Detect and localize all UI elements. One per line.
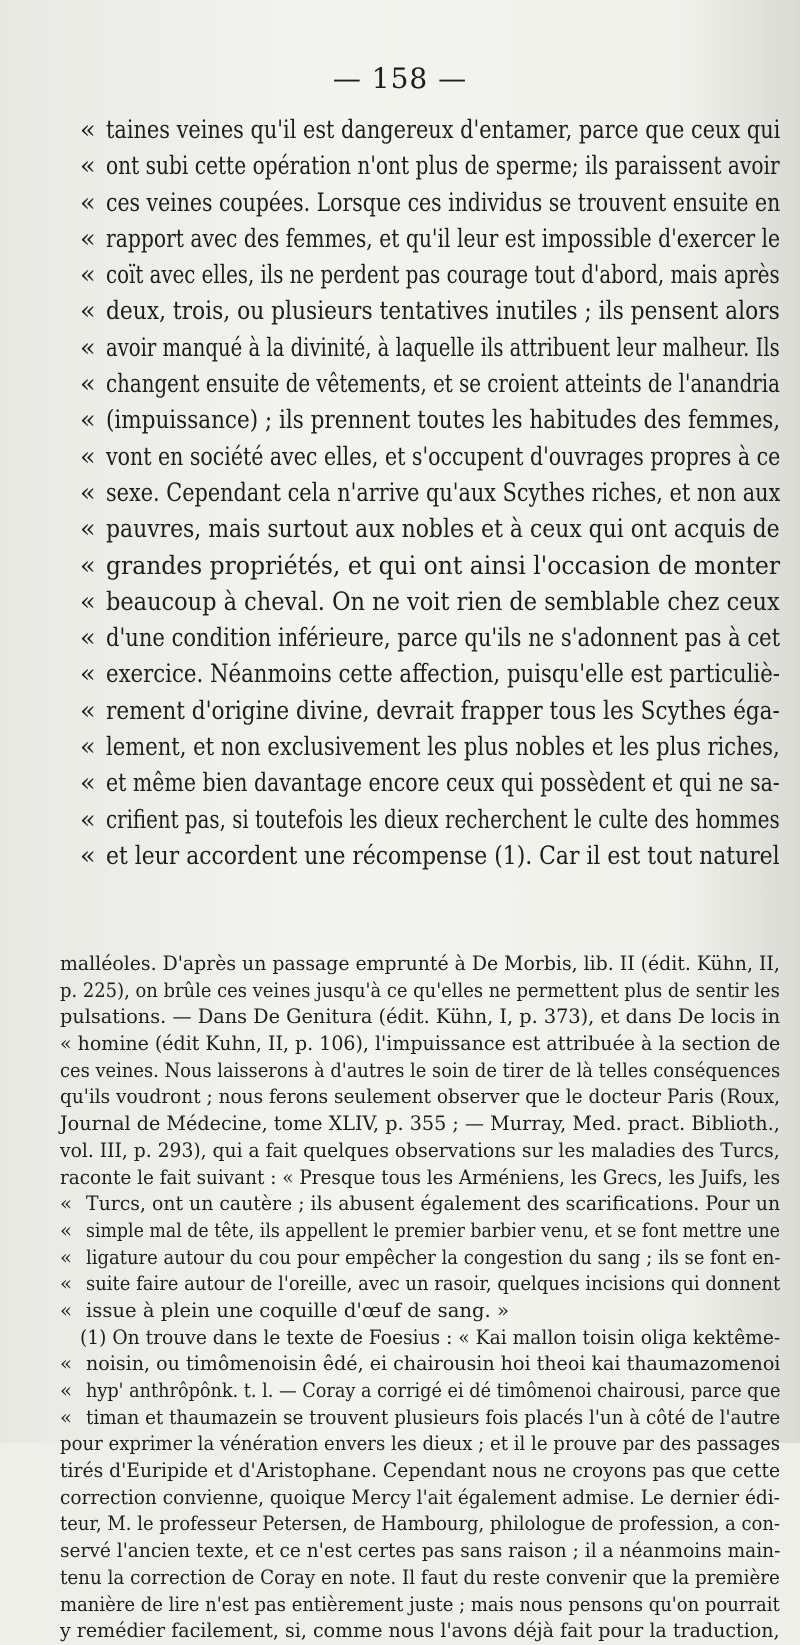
footnote-line-content: teur, M. le professeur Petersen, de Hambourg, philologue de profession, a con- (60, 1512, 780, 1536)
footnote-line (60, 1511, 780, 1538)
footnote-line-content: Turcs, ont un cautère ; ils abusent également des scarifications. Pour un (86, 1192, 781, 1216)
quote-mark: « (80, 187, 96, 218)
footnote-line (60, 1111, 780, 1138)
text-line (80, 475, 780, 511)
footnote-line-content: hyp' anthrôpônk. t. l. — Coray a corrigé ei dé timômenoi chairousi, parce que (86, 1379, 781, 1402)
footnote-line-content: vol. III, p. 293), qui a fait quelques observations sur les maladies des Turcs, (60, 1138, 780, 1162)
quote-mark: « (80, 659, 96, 690)
text-line (80, 402, 780, 438)
quote-mark: « (60, 1272, 72, 1296)
footnote-line-content: ligature autour du cou pour empêcher la congestion du sang ; ils se font en- (86, 1245, 781, 1269)
text-line-content: changent ensuite de vêtements, et se croient atteints de l'anandria (106, 369, 780, 400)
footnote-line (60, 1138, 780, 1165)
footnote-line-content: y remédier facilement, si, comme nous l'avons déjà fait pour la traduction, (60, 1619, 780, 1643)
footnote-line (60, 1351, 780, 1378)
text-line-content: lement, et non exclusivement les plus nobles et les plus riches, (106, 732, 780, 763)
quote-mark: « (80, 115, 96, 145)
text-line (80, 620, 780, 656)
footnote-line (60, 1298, 780, 1325)
footnote-line-content: manière de lire n'est pas entièrement juste ; mais nous pensons qu'on pourrait (60, 1592, 780, 1616)
quote-mark: « (80, 804, 96, 835)
text-line (80, 729, 780, 765)
text-line-content: d'une condition inférieure, parce qu'ils ne s'adonnent pas à cet (106, 623, 781, 654)
text-line-content: exercice. Néanmoins cette affection, puisqu'elle est particuliè- (106, 659, 780, 690)
footnote-line-content: raconte le fait suivant : « Presque tous les Arméniens, les Grecs, les Juifs, les (60, 1165, 781, 1189)
quote-mark: « (60, 1352, 72, 1376)
quote-mark: « (80, 550, 96, 581)
text-line (80, 656, 780, 692)
text-line-content: avoir manqué à la divinité, à laquelle ils attribuent leur malheur. Ils (106, 332, 780, 363)
text-line (80, 330, 780, 366)
footnote-line (60, 1031, 780, 1058)
text-line-content: rement d'origine divine, devrait frapper tous les Scythes éga- (106, 695, 780, 726)
footnote-line (60, 1618, 780, 1645)
text-line-content: ont subi cette opération n'ont plus de sperme; ils paraissent avoir (106, 151, 780, 182)
footnote-line-content: simple mal de tête, ils appellent le premier barbier venu, et se font mettre une (86, 1218, 780, 1242)
text-line-content: coït avec elles, ils ne perdent pas courage tout d'abord, mais après (106, 260, 780, 291)
text-line (80, 439, 780, 475)
quote-mark: « (80, 514, 96, 545)
page-number: — 158 — (332, 62, 468, 95)
footnote-line (60, 1405, 780, 1432)
footnote-line-content: issue à plein une coquille d'œuf de sang. » (86, 1298, 509, 1322)
footnote-line-content: Journal de Médecine, tome XLIV, p. 355 ; — Murray, Med. pract. Biblioth., (60, 1112, 780, 1136)
footnote-line-content: p. 225), on brûle ces veines jusqu'à ce qu'elles ne permettent plus de sentir les (60, 978, 780, 1002)
text-line-content: sexe. Cependant cela n'arrive qu'aux Scythes riches, et non aux (106, 477, 781, 508)
footnote-line (60, 978, 780, 1005)
text-line (80, 366, 780, 402)
footnote-line-content: servé l'ancien texte, et ce n'est certes pas sans raison ; il a néanmoins main- (60, 1539, 781, 1563)
text-line-content: et même bien davantage encore ceux qui possèdent et qui ne sa- (106, 768, 780, 799)
text-line (80, 765, 780, 801)
text-line-content: ces veines coupées. Lorsque ces individus se trouvent ensuite en (106, 187, 781, 218)
text-line-content: beaucoup à cheval. On ne voit rien de semblable chez ceux (106, 586, 780, 617)
footnote-line (60, 951, 780, 978)
quote-mark: « (80, 260, 96, 291)
quote-mark: « (80, 332, 96, 363)
quote-mark: « (60, 1298, 72, 1322)
footnote-line-content: correction convienne, quoique Mercy l'ait également admise. Le dernier édi- (60, 1485, 780, 1509)
footnote-line-content: suite faire autour de l'oreille, avec un rasoir, quelques incisions qui donnent (86, 1272, 781, 1296)
quote-mark: « (60, 1405, 72, 1429)
text-line (80, 148, 780, 184)
text-line (80, 511, 780, 547)
text-line (80, 257, 780, 293)
footnote-line (60, 1004, 780, 1031)
footnote-line (60, 1378, 780, 1405)
quote-mark: « (80, 695, 96, 726)
footnote-line (60, 1592, 780, 1619)
text-line (80, 584, 780, 620)
quote-mark: « (80, 623, 96, 654)
footnote-line-content: timan et thaumazein se trouvent plusieurs fois placés l'un à côté de l'autre (86, 1405, 781, 1429)
text-line-content: vont en société avec elles, et s'occupent d'ouvrages propres à ce (106, 441, 781, 472)
quote-mark: « (80, 369, 96, 400)
footnote-line-content: (1) On trouve dans le texte de Foesius : « Kai mallon toisin oliga kektême- (80, 1325, 781, 1349)
footnote-line-content: « homine (édit Kuhn, II, p. 106), l'impuissance est attribuée à la section de (60, 1032, 781, 1056)
text-line (80, 802, 780, 838)
footnote-line (60, 1245, 780, 1272)
footnote-line (60, 1271, 780, 1298)
footnote-line (60, 1325, 780, 1352)
text-line (80, 221, 780, 257)
text-line-content: crifient pas, si toutefois les dieux recherchent le culte des hommes (106, 804, 780, 835)
text-line (80, 185, 780, 221)
text-line-content: et leur accordent une récompense (1). Car il est tout naturel (106, 840, 780, 871)
quote-mark: « (80, 441, 96, 472)
quote-mark: « (80, 586, 96, 617)
quote-mark: « (80, 732, 96, 763)
main-text-block (80, 112, 780, 874)
footnote-line (60, 1084, 780, 1111)
footnote-line-content: malléoles. D'après un passage emprunté à De Morbis, lib. II (édit. Kühn, II, (60, 952, 780, 975)
quote-mark: « (80, 296, 96, 327)
footnote-line (60, 1058, 780, 1085)
footnote-line-content: pulsations. — Dans De Genitura (édit. Kühn, I, p. 373), et dans De locis in (60, 1005, 781, 1029)
quote-mark: « (60, 1379, 72, 1402)
footnote-line-content: tirés d'Euripide et d'Aristophane. Cependant nous ne croyons pas que cette (60, 1459, 781, 1483)
quote-mark: « (80, 840, 96, 871)
text-line-content: rapport avec des femmes, et qu'il leur est impossible d'exercer le (106, 223, 781, 254)
text-line-content: grandes propriétés, et qui ont ainsi l'occasion de monter (106, 550, 781, 581)
footnote-line-content: tenu la correction de Coray en note. Il faut du reste convenir que la première (60, 1565, 780, 1589)
footnote-line (60, 1565, 780, 1592)
footnote-line (60, 1431, 780, 1458)
footnote-line-content: ces veines. Nous laisserons à d'autres le soin de tirer de là telles conséquences (60, 1058, 781, 1082)
quote-mark: « (60, 1245, 72, 1269)
text-line-content: taines veines qu'il est dangereux d'entamer, parce que ceux qui (106, 115, 781, 145)
footnote-line (60, 1458, 780, 1485)
footnote-line (60, 1485, 780, 1512)
text-line (80, 693, 780, 729)
footnote-line (60, 1165, 780, 1192)
quote-mark: « (60, 1192, 72, 1216)
text-line (80, 548, 780, 584)
quote-mark: « (80, 768, 96, 799)
text-line (80, 838, 780, 874)
text-line (80, 293, 780, 329)
text-line (80, 112, 780, 148)
quote-mark: « (80, 151, 96, 182)
footnote-line (60, 1538, 780, 1565)
quote-mark: « (60, 1218, 72, 1242)
quote-mark: « (80, 223, 96, 254)
text-line-content: (impuissance) ; ils prennent toutes les habitudes des femmes, (106, 405, 781, 436)
footnote-line-content: qu'ils voudront ; nous ferons seulement observer que le docteur Paris (Roux, (60, 1085, 781, 1109)
text-line-content: deux, trois, ou plusieurs tentatives inutiles ; ils pensent alors (106, 296, 780, 327)
quote-mark: « (80, 405, 96, 436)
quote-mark: « (80, 477, 96, 508)
footnote-line (60, 1218, 780, 1245)
footnote-line-content: pour exprimer la vénération envers les dieux ; et il le prouve par des passages (60, 1432, 781, 1456)
footnotes-block (60, 951, 780, 1645)
footnote-line (60, 1191, 780, 1218)
footnote-line-content: noisin, ou timômenoisin êdé, ei chairousin hoi theoi kai thaumazomenoi (86, 1352, 781, 1376)
text-line-content: pauvres, mais surtout aux nobles et à ceux qui ont acquis de (106, 514, 780, 545)
